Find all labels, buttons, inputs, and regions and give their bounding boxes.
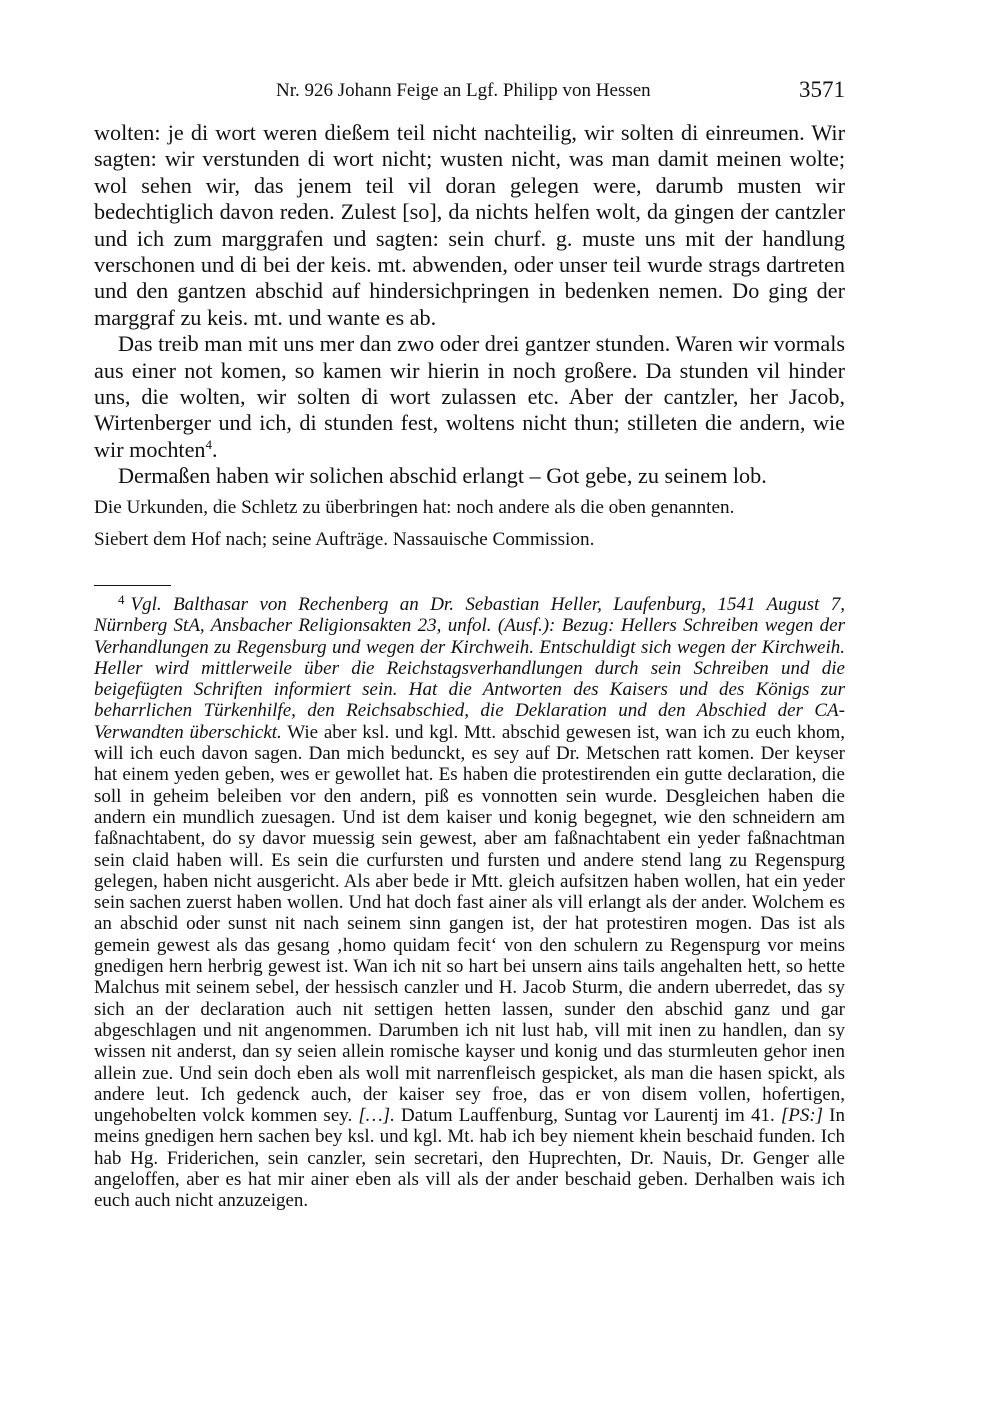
footnote-reference[interactable]: 4 bbox=[205, 436, 213, 452]
footnote-quote-2: Datum Lauffenburg, Suntag vor Laurentj im 41. bbox=[394, 1105, 781, 1127]
footnote-number: 4 bbox=[118, 592, 125, 607]
footnote-ps-label: [PS:] bbox=[780, 1105, 824, 1127]
regest-line-1: Die Urkunden, die Schletz zu überbringen hat: noch andere als die oben genannten. bbox=[94, 497, 735, 518]
paragraph-2 bbox=[94, 331, 845, 463]
footnote-italic-intro: Vgl. Balthasar von Rechenberg an Dr. Sebastian Heller, Laufenburg, 1541 August 7, Nürnberg StA, Ansbacher Religionsakten 23, unfol. (Ausf.): Bezug: Hellers Schreiben wegen der Verhandlungen zu Regensburg und wegen der Kirchweih. Entschuldigt sich wegen der Kirchweih. Heller wird mittlerweile über die Reichstagsverhandlungen durch sein Schreiben und die beigefügten Schriften informiert sein. Hat die Antworten des Kaisers und des Königs zur beharrlichen Türkenhilfe, den Reichsabschied, die Deklaration und den Abschied der CA-Verwandten überschickt. bbox=[94, 594, 845, 743]
footnote-paragraph bbox=[94, 594, 845, 1212]
footnote-quote-3: In meins gnedigen hern sachen bey ksl. und kgl. Mt. hab ich bey niement khein beschaid funden. Ich hab Hg. Friderichen, sein canzler, sein secretari, den Huprechten, Dr. Nauis, Dr. Genger alle angeloffen, aber es hat mir ainer eben als vill als der ander beschaid geben. Derhalben wais ich euch auch nicht anzuzeigen. bbox=[94, 1105, 846, 1212]
paragraph-3: Dermaßen haben wir solichen abschid erlangt – Got gebe, zu seinem lob. bbox=[118, 463, 767, 489]
paragraph-2-text: Das treib man mit uns mer dan zwo oder drei gantzer stunden. Waren wir vormals aus einer not komen, so kamen wir hierin in noch großere. Da stunden vil hinder uns, die wolten, wir solten di wort zulassen etc. Aber der cantzler, her Jacob, Wirtenberger und ich, di stunden fest, woltens nicht thun; stilleten die andern, wie wir mochten bbox=[94, 331, 845, 462]
footnote-rule bbox=[94, 585, 171, 586]
paragraph-1: wolten: je di wort weren dießem teil nicht nachteilig, wir solten di einreumen. Wir sagten: wir verstunden di wort nicht; wusten nicht, was man damit meinen wolte; wol sehen wir, das jenem teil vil doran gelegen were, darumb musten wir bedechtiglich davon reden. Zulest [so], da nichts helfen wolt, da gingen der cantzler und ich zum marggrafen und sagten: sein churf. g. muste uns mit der handlung verschonen und di bei der keis. mt. abwenden, oder unser teil wurde strags dartreten und den gantzen abschid auf hindersichpringen in bedenken nemen. Do ging der marggraf zu keis. mt. und wante es ab. bbox=[94, 120, 845, 330]
page-number: 3571 bbox=[799, 77, 845, 102]
footnote-quote-1: Wie aber ksl. und kgl. Mtt. abschid gewesen ist, wan ich zu euch khom, will ich euch davon sagen. Dan mich bedunckt, es sey auf Dr. Metschen ratt komen. Der keyser hat einem yeden geben, wes er gewollet hat. Es haben die protestirenden ein gutte declaration, die soll in geheim beleiben vor den andern, piß es vonnotten sein wurde. Desgleichen haben die andern ein mundlich zuesagen. Und ist dem kaiser und konig begegnet, wie den schneidern am faßnachtabent, do sy davor muessig sein gewest, aber am faßnachtabent ein yeder faßnachtman sein claid haben will. Es sein die curfursten und fursten und andere stend lang zu Regenspurg gelegen, haben nicht ausgericht. Als aber bede ir Mtt. gleich aufsitzen haben wollen, hat ein yeder sein sachen zuerst haben wollen. Und hat doch fast ainer als vill erlangt als der ander. Wolchem es an abschid oder sunst nit nach seinem sinn gangen ist, der hat protestiren mogen. Das ist als gemein gewest als das gesang ‚homo quidam fecit‘ von den schulern zu Regenspurg vor meins gnedigen hern herbrig gewest ist. Wan ich nit so hart bei unsern ains tails angehalten hett, so hette Malchus mit seinem sebel, der hessisch canzler und H. Jacob Sturm, die andern uberredet, das sy sich an der declaration auch nit settigen hetten lassen, sunder den abschid ganz und gar abgeschlagen und nit angenommen. Darumben ich nit lust hab, vill mit inen zu handlen, dan sy wissen nit anderst, dan sy seien allein romische kayser und konig und das sturmleuten gehor inen allein zue. Und sein doch eben als woll mit narrenfleisch gespicket, als man die hasen spickt, als andere leut. Ich gedenck auch, der kaiser sey froe, das er von disem vollen, hofertigen, ungehobelten volck kommen sey. bbox=[94, 721, 845, 1127]
running-title: Nr. 926 Johann Feige an Lgf. Philipp von Hessen bbox=[276, 80, 651, 101]
running-head bbox=[94, 77, 845, 106]
main-text bbox=[94, 120, 845, 490]
footnote-omission: […]. bbox=[358, 1105, 395, 1127]
regest-line-2: Siebert dem Hof nach; seine Aufträge. Nassauische Commission. bbox=[94, 529, 595, 550]
paragraph-2-end: . bbox=[212, 436, 218, 462]
footnote-4 bbox=[94, 594, 845, 1212]
